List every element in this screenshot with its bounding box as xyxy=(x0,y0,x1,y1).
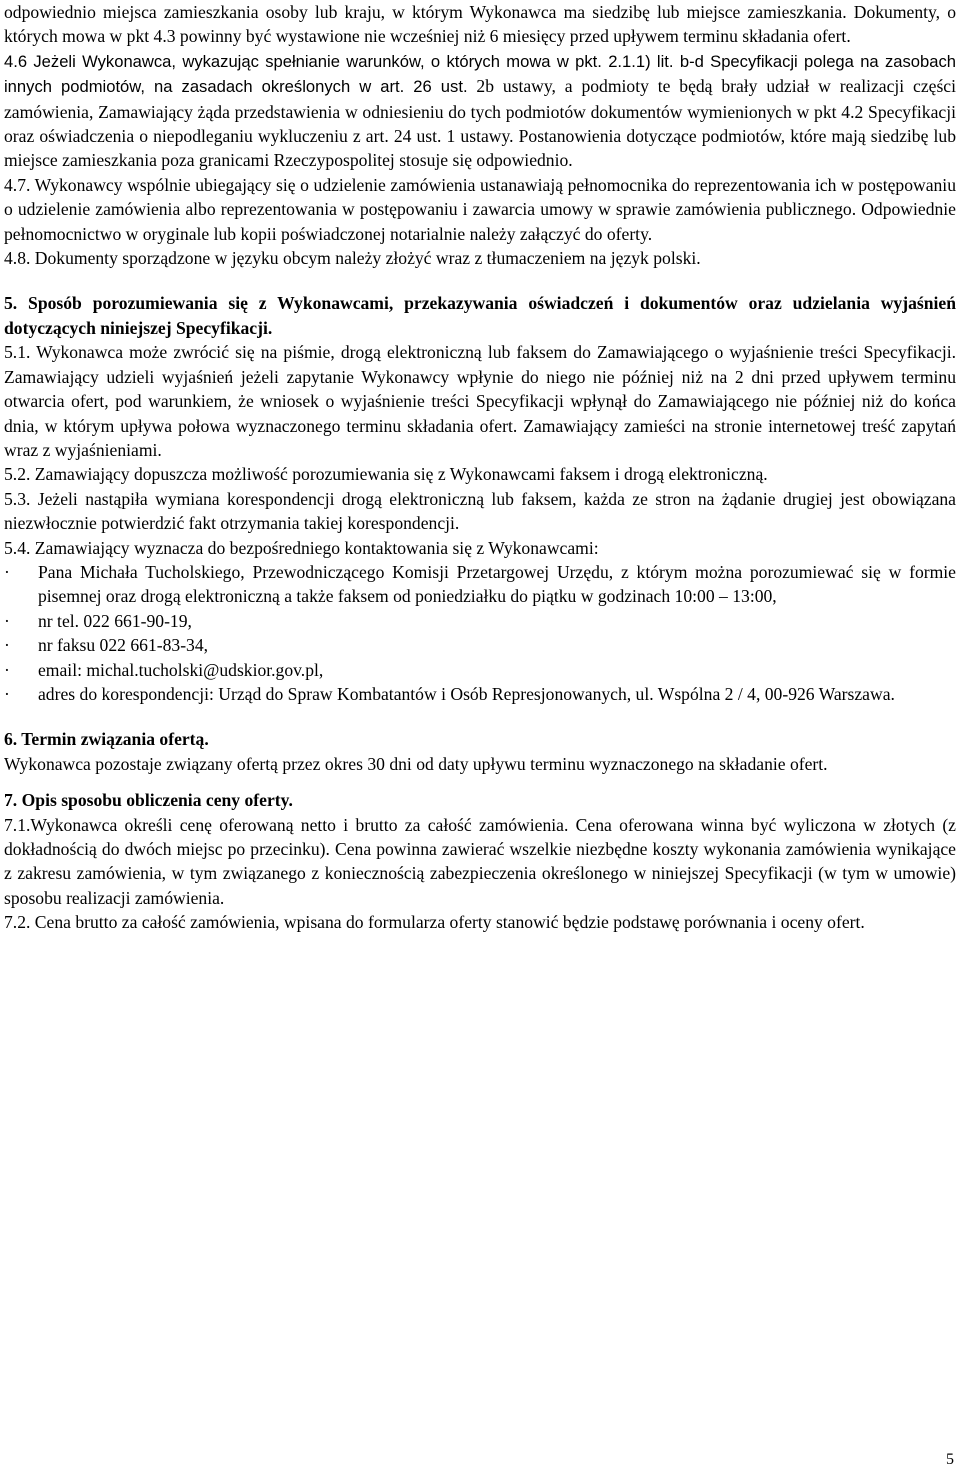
bullet-marker: · xyxy=(4,561,10,582)
contact-bullet-item xyxy=(4,658,956,682)
paragraph-7-2: 7.2. Cena brutto za całość zamówienia, wpisana do formularza oferty stanowić będzie podstawę porównania i oceny ofert. xyxy=(4,912,865,933)
contact-phone: nr tel. 022 661-90-19, xyxy=(38,610,192,631)
contact-fax: nr faksu 022 661-83-34, xyxy=(38,635,209,656)
contact-bullet-item xyxy=(4,560,956,609)
paragraph-4-6-rest: 2b ustawy, a podmioty te będą brały udział w realizacji części zamówienia, Zamawiający żąda przedstawienia w odniesieniu do tych podmiotów dokumentów wymienionych w pkt 4.2 Specyfikacji oraz oświadczenia o niepodleganiu wykluczeniu z art. 24 ust. 1 ustawy. Postanowienia dotyczące podmiotów, które mają siedzibę lub miejsce zamieszkania poza granicami Rzeczypospolitej stosuje się odpowiednio. xyxy=(4,76,956,171)
paragraph-5-2: 5.2. Zamawiający dopuszcza możliwość porozumiewania się z Wykonawcami faksem i drogą elektroniczną. xyxy=(4,464,768,485)
section-7-heading: 7. Opis sposobu obliczenia ceny oferty. xyxy=(4,790,293,811)
paragraph-4-7: 4.7. Wykonawcy wspólnie ubiegający się o udzielenie zamówienia ustanawiają pełnomocnika do reprezentowania ich w postępowaniu o udzielenie zamówienia albo reprezentowania w postępowaniu i zawarcia umowy w sprawie zamówienia publicznego. Odpowiednie pełnomocnictwo w oryginale lub kopii poświadczonej notarialnie należy załączyć do oferty. xyxy=(4,174,956,244)
contact-email: email: michal.tucholski@udskior.gov.pl, xyxy=(38,659,324,680)
paragraph-5-4: 5.4. Zamawiający wyznacza do bezpośredniego kontaktowania się z Wykonawcami: xyxy=(4,537,599,558)
bullet-marker: · xyxy=(4,659,10,680)
document-page xyxy=(4,0,956,1482)
spacer xyxy=(4,270,956,291)
contact-bullet-item xyxy=(4,609,956,633)
paragraph-4-6 xyxy=(4,49,956,173)
paragraph-5-1: 5.1. Wykonawca może zwrócić się na piśmie, drogą elektroniczną lub faksem do Zamawiającego o wyjaśnienie treści Specyfikacji. Zamawiający udzieli wyjaśnień jeżeli zapytanie Wykonawcy wpłynie do niego nie później niż na 2 dni przed upływem terminu otwarcia ofert, pod warunkiem, że wniosek o wyjaśnienie treści Specyfikacji wpłynął do Zamawiającego nie później niż do końca dnia, w którym upływa połowa wyznaczonego terminu składania ofert. Zamawiający zamieści na stronie internetowej treść zapytań wraz z wyjaśnieniami. xyxy=(4,342,956,460)
contact-bullet-item xyxy=(4,682,956,706)
paragraph-5-3: 5.3. Jeżeli nastąpiła wymiana korespondencji drogą elektroniczną lub faksem, każda ze stron na żądanie drugiej jest obowiązana niezwłocznie potwierdzić fakt otrzymania takiej korespondencji. xyxy=(4,488,956,534)
contact-address: adres do korespondencji: Urząd do Spraw Kombatantów i Osób Represjonowanych, ul. Wspólna 2 / 4, 00-926 Warszawa. xyxy=(38,683,895,704)
paragraph-7-1: 7.1.Wykonawca określi cenę oferowaną netto i brutto za całość zamówienia. Cena oferowana winna być wyliczona w złotych (z dokładnością do dwóch miejsc po przecinku). Cena powinna zawierać wszelkie niezbędne koszty wykonania zamówienia wynikające z zakresu zamówienia, w tym związanego z koniecznością zabezpieczenia określonego w niniejszej Specyfikacji (w tym w umowie) sposobu realizacji zamówienia. xyxy=(4,814,956,908)
contact-person: Pana Michała Tucholskiego, Przewodniczącego Komisji Przetargowej Urzędu, z którym można porozumiewać się w formie pisemnej oraz drogą elektroniczną a także faksem od poniedziałku do piątku w godzinach 10:00 – 13:00, xyxy=(38,561,956,607)
page-number: 5 xyxy=(946,1451,954,1468)
section-5-heading: 5. Sposób porozumiewania się z Wykonawcami, przekazywania oświadczeń i dokumentów oraz udzielania wyjaśnień dotyczących niniejszej Specyfikacji. xyxy=(4,293,956,338)
bullet-marker: · xyxy=(4,610,10,631)
contact-bullet-item xyxy=(4,633,956,657)
bullet-marker: · xyxy=(4,635,10,656)
section-6-heading: 6. Termin związania ofertą. xyxy=(4,729,209,750)
paragraph-4-8: 4.8. Dokumenty sporządzone w języku obcym należy złożyć wraz z tłumaczeniem na język polski. xyxy=(4,248,701,269)
bullet-marker: · xyxy=(4,683,10,704)
paragraph-6: Wykonawca pozostaje związany ofertą przez okres 30 dni od daty upływu terminu wyznaczonego na składanie ofert. xyxy=(4,753,828,774)
paragraph-continuation: odpowiednio miejsca zamieszkania osoby lub kraju, w którym Wykonawca ma siedzibę lub miejsce zamieszkania. Dokumenty, o których mowa w pkt 4.3 powinny być wystawione nie wcześniej niż 6 miesięcy przed upływem terminu składania ofert. xyxy=(4,2,956,47)
spacer xyxy=(4,706,956,727)
paragraph-4-6-sans-part: 4.6 Jeżeli Wykonawca, wykazując spełnianie warunków, o których mowa w pkt. 2.1.1) lit. b-d Specyfikacji polega na zasobach innych podmiotów, na zasadach określonych w art. 26 ust. xyxy=(4,51,956,97)
spacer xyxy=(4,776,956,788)
